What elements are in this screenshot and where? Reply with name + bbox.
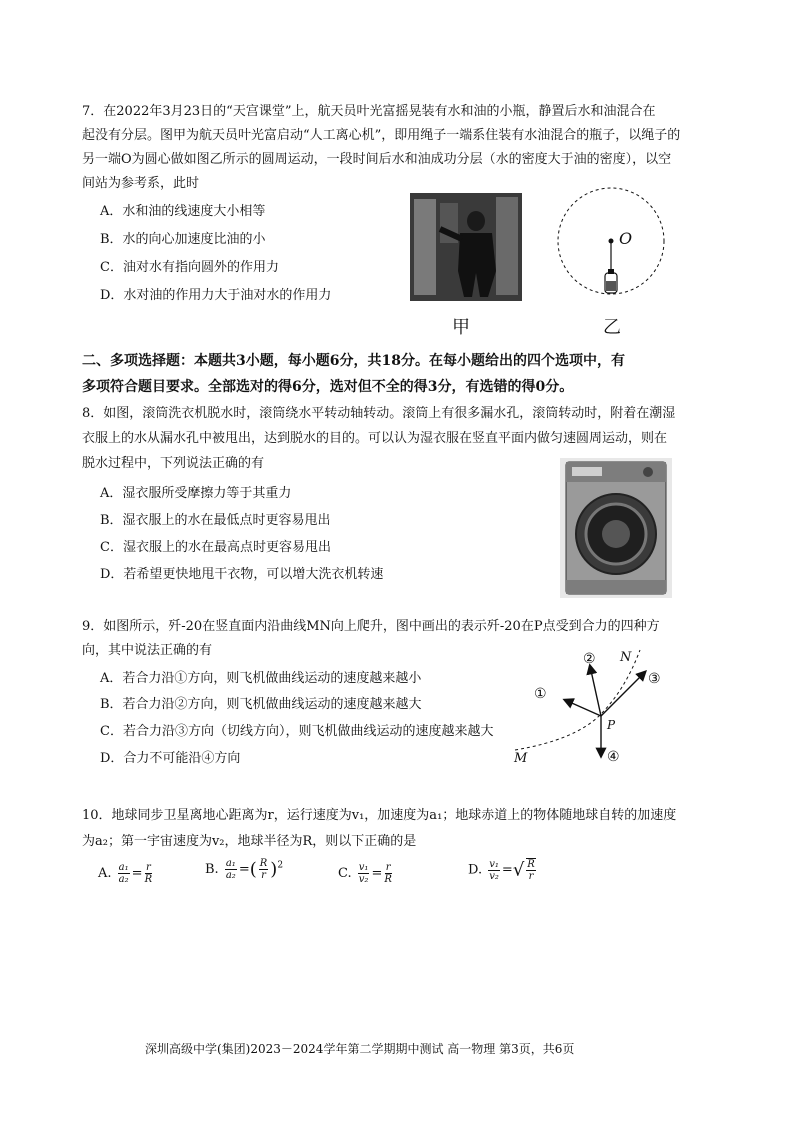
figure-yi-label: 乙 [603,317,621,338]
q9-option-b: B．若合力沿②方向，则飞机做曲线运动的速度越来越大 [100,697,422,712]
q8-option-a: A．湿衣服所受摩擦力等于其重力 [100,486,292,501]
direction-1-label: ① [534,686,547,702]
point-n-label: N [620,650,632,665]
q9-option-d: D．合力不可能沿④方向 [100,751,241,766]
ratio-v1-v2: $\frac{\text{v₁}}{\text{v₂}}$ [358,862,369,885]
q7-option-b: B．水的向心加速度比油的小 [100,232,266,247]
q7-line-2: 起没有分层。图甲为航天员叶光富启动“人工离心机”，即用绳子一端系住装有水油混合的瓶子，以绳子的 [82,128,681,143]
q8-line-1: 8．如图，滚筒洗衣机脱水时，滚筒绕水平转动轴转动。滚筒上有很多漏水孔，滚筒转动时，附着在潮湿 [82,406,676,421]
q9-line-2: 向，其中说法正确的有 [82,643,213,658]
ratio-a1-a2: $\frac{\text{a₁}}{\text{a₂}}$ [118,862,129,885]
q10-option-b: B. $\frac{\text{a₁}}{\text{a₂}}$ =( $\frac{R}{r}$ )$^2$ [205,858,284,881]
q10-option-a: A. $\frac{\text{a₁}}{\text{a₂}}$ = $\frac{r}{R}$ [98,862,153,885]
figure-jia-label: 甲 [452,317,470,338]
q7-option-d: D．水对油的作用力大于油对水的作用力 [100,288,332,303]
ratio-r-R: $\frac{r}{R}$ [144,862,153,885]
direction-3-label: ③ [648,671,661,687]
ratio-R-r: $\frac{R}{r}$ [259,858,268,881]
q10-option-c: C. $\frac{\text{v₁}}{\text{v₂}}$ = $\frac{r}{R}$ [338,862,392,885]
direction-4-label: ④ [607,749,620,765]
ratio-R-r-d: $\frac{R}{r}$ [527,859,535,882]
q7-line-3: 另一端O为圆心做如图乙所示的圆周运动，一段时间后水和油成功分层（水的密度大于油的密度），以空 [82,152,672,167]
q10-option-d: D. $\frac{\text{v₁}}{\text{v₂}}$ =√ $\frac{R}{r}$ [468,858,535,882]
q9-option-a: A．若合力沿①方向，则飞机做曲线运动的速度越来越小 [100,671,422,686]
q8-option-c: C．湿衣服上的水在最高点时更容易甩出 [100,540,331,555]
q7-line-1: 7．在2022年3月23日的“天宫课堂”上，航天员叶光富摇晃装有水和油的小瓶，静置后水和油混合在 [82,104,656,119]
page-footer: 深圳高级中学(集团)2023－2024学年第二学期期中测试 高一物理 第3页，共6页 [145,1042,575,1056]
direction-2-label: ② [583,651,596,667]
q7-option-a: A．水和油的线速度大小相等 [100,204,266,219]
section-2-line-1: 二、多项选择题：本题共3小题，每小题6分，共18分。在每小题给出的四个选项中，有 [82,353,625,369]
q7-line-4: 间站为参考系，此时 [82,176,200,191]
ratio-a1-a2-b: $\frac{\text{a₁}}{\text{a₂}}$ [225,858,236,881]
ratio-v1-v2-d: $\frac{\text{v₁}}{\text{v₂}}$ [489,858,499,882]
point-o-label: O [619,229,633,248]
section-2-line-2: 多项符合题目要求。全部选对的得6分，选对但不全的得3分，有选错的得0分。 [82,379,574,395]
q8-line-2: 衣服上的水从漏水孔中被甩出，达到脱水的目的。可以认为湿衣服在竖直平面内做匀速圆周运动，则在 [82,431,668,446]
washing-machine-photo [560,458,672,598]
ratio-r-R-c: $\frac{r}{R}$ [384,862,392,885]
point-p-label: P [607,718,616,732]
circular-motion-diagram [555,183,667,303]
q8-option-d: D．若希望更快地甩干衣物，可以增大洗衣机转速 [100,567,384,582]
sqrt-sign: √ [512,859,525,881]
q7-option-c: C．油对水有指向圆外的作用力 [100,260,279,275]
point-m-label: M [514,751,528,766]
q8-line-3: 脱水过程中，下列说法正确的有 [82,456,265,471]
astronaut-photo [410,193,522,301]
q8-option-b: B．湿衣服上的水在最低点时更容易甩出 [100,513,331,528]
q10-line-2: 为a₂；第一宇宙速度为v₂，地球半径为R，则以下正确的是 [82,834,417,849]
q9-line-1: 9．如图所示，歼-20在竖直面内沿曲线MN向上爬升，图中画出的表示歼-20在P点受到合力的四种方 [82,619,660,634]
q9-option-c: C．若合力沿③方向（切线方向），则飞机做曲线运动的速度越来越大 [100,724,494,739]
q10-line-1: 10．地球同步卫星离地心距离为r，运行速度为v₁，加速度为a₁；地球赤道上的物体随地球自转的加速度 [82,808,677,823]
